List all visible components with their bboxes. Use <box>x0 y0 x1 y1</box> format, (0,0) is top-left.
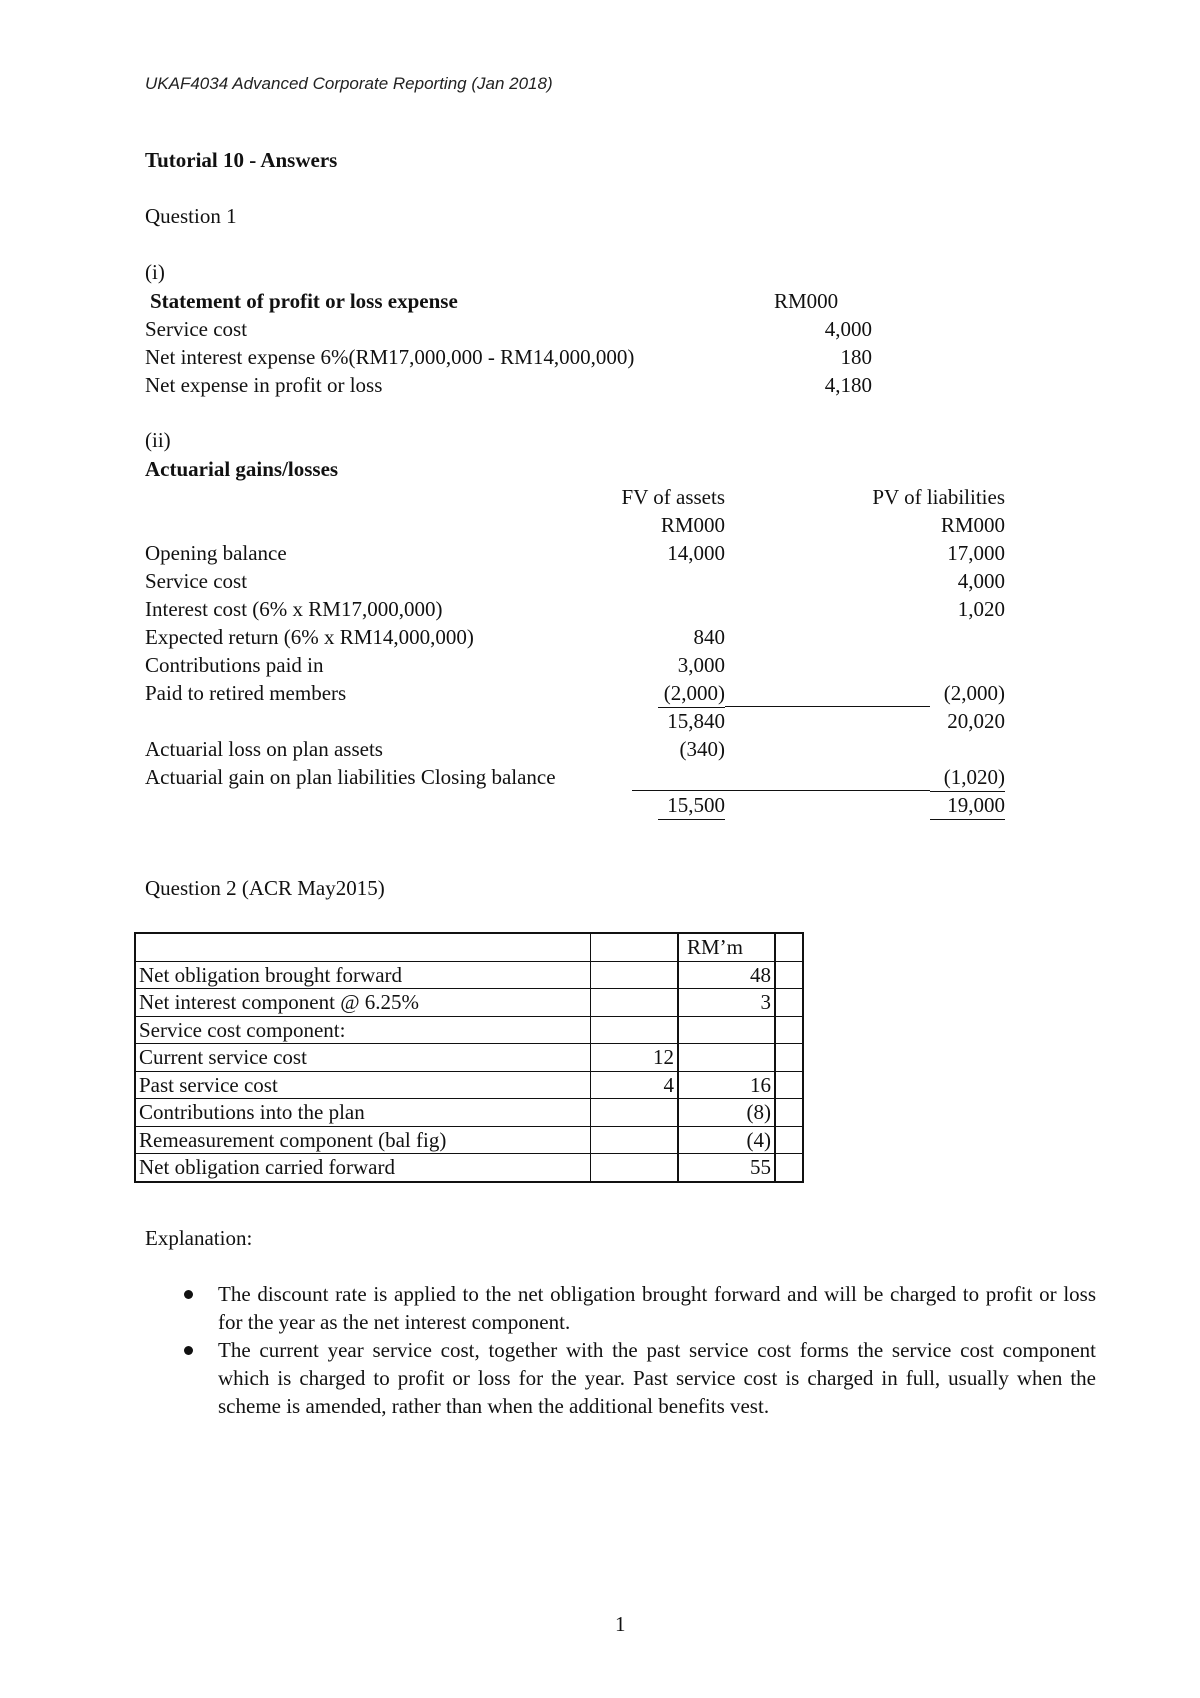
row-spacer <box>775 961 803 989</box>
fv-assets-value: (340) <box>679 737 725 761</box>
row-total: (8) <box>678 1099 775 1127</box>
col-fv-assets: FV of assets <box>621 485 725 509</box>
fv-assets-value: 15,500 <box>658 791 725 820</box>
part-ii-title: Actuarial gains/losses <box>145 457 339 481</box>
col-pv-unit: RM000 <box>940 513 1005 537</box>
running-header: UKAF4034 Advanced Corporate Reporting (Jan 2018) <box>145 74 553 93</box>
pv-liabilities-value: (2,000) <box>943 681 1005 705</box>
row-subtotal <box>591 1099 679 1127</box>
actuarial-row-label: Service cost <box>145 569 248 593</box>
row-label: Net interest component @ 6.25% <box>135 989 591 1017</box>
row-subtotal <box>591 961 679 989</box>
row-spacer <box>775 989 803 1017</box>
row-total: (4) <box>678 1126 775 1154</box>
pv-liabilities-value: 17,000 <box>947 541 1005 565</box>
row-label: Current service cost <box>135 1044 591 1072</box>
actuarial-row-label: Actuarial gain on plan liabilities Closing balance <box>145 765 556 789</box>
row-subtotal: 12 <box>591 1044 679 1072</box>
row-subtotal <box>591 1126 679 1154</box>
actuarial-row-label: Expected return (6% x RM14,000,000) <box>145 625 474 649</box>
actuarial-row-label: Paid to retired members <box>145 681 347 705</box>
fv-assets-value: (2,000) <box>658 679 725 708</box>
table-header-row <box>135 933 803 961</box>
row-subtotal <box>591 989 679 1017</box>
row-label: Net obligation brought forward <box>135 961 591 989</box>
row-total: 55 <box>678 1154 775 1182</box>
bullet-icon <box>184 1290 193 1299</box>
part-i-label: (i) <box>145 260 165 284</box>
part-i-unit: RM000 <box>774 289 839 313</box>
actuarial-row-label: Contributions paid in <box>145 653 324 677</box>
total-rule-line <box>725 706 885 707</box>
explanation-bullet: The discount rate is applied to the net obligation brought forward and will be charged to profit or loss for the year as the net interest component. <box>218 1282 1096 1334</box>
row-total: 48 <box>678 961 775 989</box>
fv-assets-value: 3,000 <box>677 653 725 677</box>
col-pv-liabilities: PV of liabilities <box>872 485 1005 509</box>
bullet-icon <box>184 1346 193 1355</box>
table-row <box>135 1071 803 1099</box>
explanation-label: Explanation: <box>145 1226 253 1250</box>
row-spacer <box>775 1016 803 1044</box>
q2-table <box>134 932 804 1183</box>
row-spacer <box>775 1044 803 1072</box>
pv-liabilities-value: 20,020 <box>947 709 1005 733</box>
row-subtotal <box>591 1016 679 1044</box>
expense-row-value: 180 <box>840 345 872 369</box>
expense-row-value: 4,000 <box>824 317 872 341</box>
row-spacer <box>775 1071 803 1099</box>
row-label: Past service cost <box>135 1071 591 1099</box>
question-1-heading: Question 1 <box>145 204 237 228</box>
row-label: Service cost component: <box>135 1016 591 1044</box>
page-title: Tutorial 10 - Answers <box>145 148 338 172</box>
page-number: 1 <box>615 1612 626 1636</box>
pv-liabilities-value: (1,020) <box>930 763 1005 792</box>
row-spacer <box>775 1126 803 1154</box>
row-total <box>678 1044 775 1072</box>
question-2-heading: Question 2 (ACR May2015) <box>145 876 385 900</box>
row-spacer <box>775 1099 803 1127</box>
part-ii-label: (ii) <box>145 428 171 452</box>
row-subtotal: 4 <box>591 1071 679 1099</box>
fv-assets-value: 840 <box>693 625 725 649</box>
row-label: Net obligation carried forward <box>135 1154 591 1182</box>
actuarial-row-label: Interest cost (6% x RM17,000,000) <box>145 597 443 621</box>
expense-row-label: Net expense in profit or loss <box>145 373 383 397</box>
pv-liabilities-value: 1,020 <box>957 597 1005 621</box>
table-row <box>135 1154 803 1182</box>
expense-row-label: Net interest expense 6%(RM17,000,000 - RM14,000,000) <box>145 345 635 369</box>
table-row <box>135 989 803 1017</box>
table-row <box>135 1126 803 1154</box>
col-fv-unit: RM000 <box>660 513 725 537</box>
fv-assets-value: 15,840 <box>667 709 725 733</box>
table-row <box>135 1016 803 1044</box>
row-subtotal <box>591 1154 679 1182</box>
pv-liabilities-value: 19,000 <box>930 791 1005 820</box>
row-label: Remeasurement component (bal fig) <box>135 1126 591 1154</box>
actuarial-row-label: Actuarial loss on plan assets <box>145 737 383 761</box>
row-total <box>678 1016 775 1044</box>
row-total: 16 <box>678 1071 775 1099</box>
expense-row-label: Service cost <box>145 317 248 341</box>
row-total: 3 <box>678 989 775 1017</box>
unit-header: RM’m <box>678 933 775 961</box>
table-row <box>135 1044 803 1072</box>
actuarial-row-label: Opening balance <box>145 541 287 565</box>
part-i-title: Statement of profit or loss expense <box>150 289 458 313</box>
expense-row-value: 4,180 <box>824 373 872 397</box>
fv-assets-value: 14,000 <box>667 541 725 565</box>
table-row <box>135 1099 803 1127</box>
row-label: Contributions into the plan <box>135 1099 591 1127</box>
table-row <box>135 961 803 989</box>
row-spacer <box>775 1154 803 1182</box>
explanation-bullet: The current year service cost, together with the past service cost forms the service cost component which is charged to profit or loss for the year. Past service cost is charged in full, usually when the scheme is amended, rather than when the additional benefits vest. <box>218 1338 1096 1418</box>
pv-liabilities-value: 4,000 <box>957 569 1005 593</box>
